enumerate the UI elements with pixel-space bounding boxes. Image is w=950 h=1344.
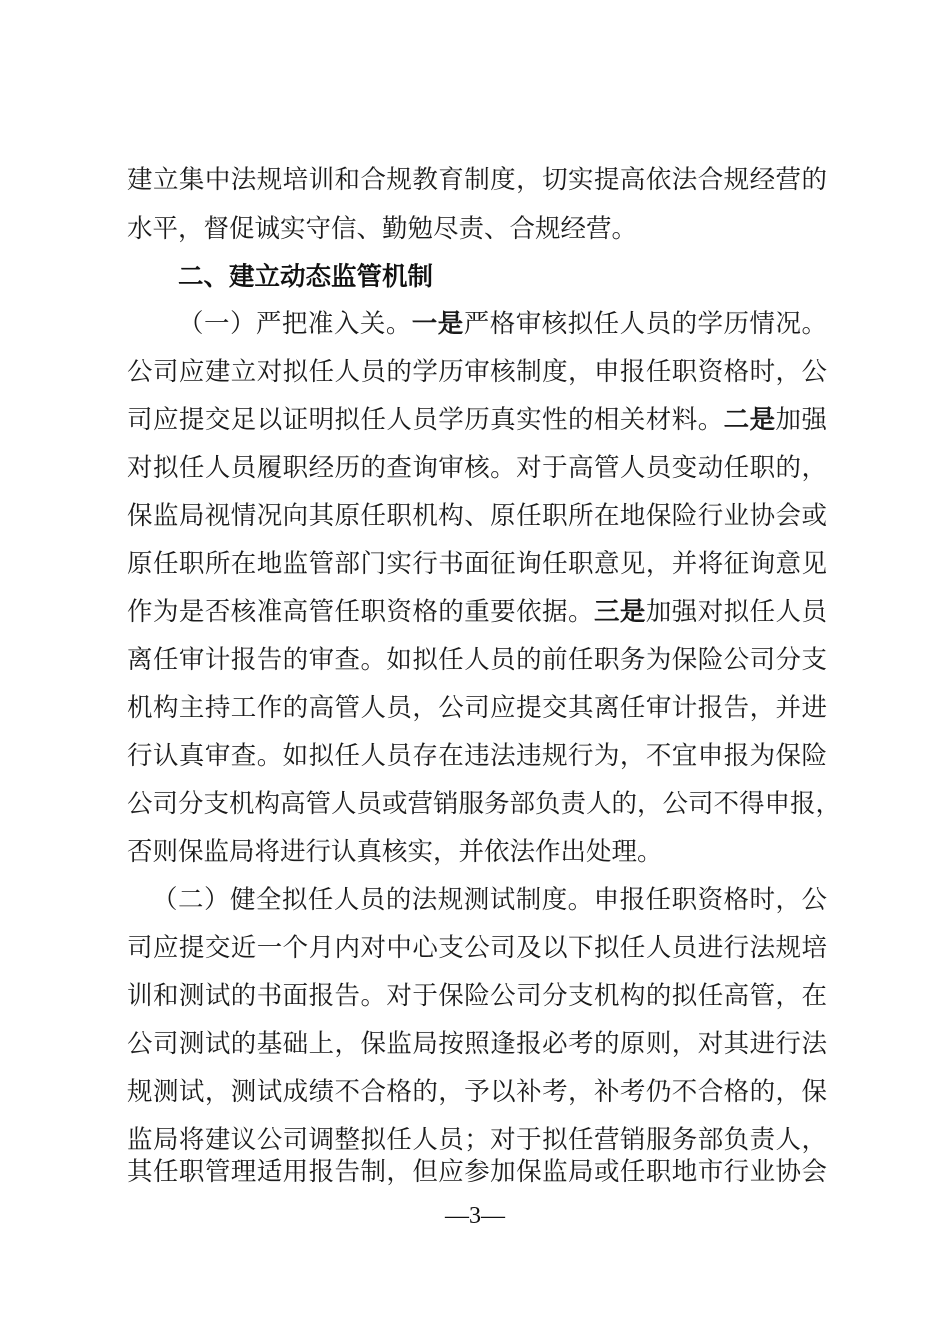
paragraph-line: 监局将建议公司调整拟任人员；对于拟任营销服务部负责人， [127, 1125, 827, 1155]
text-run: 司应提交足以证明拟任人员学历真实性的相关材料。 [127, 405, 724, 435]
paragraph-line: 否则保监局将进行认真核实，并依法作出处理。 [127, 837, 663, 867]
paragraph-line: 行认真审查。如拟任人员存在违法违规行为，不宜申报为保险 [127, 741, 827, 771]
paragraph-line: 司应提交近一个月内对中心支公司及以下拟任人员进行法规培 [127, 933, 827, 963]
paragraph-line: 水平，督促诚实守信、勤勉尽责、合规经营。 [127, 214, 638, 244]
paragraph-line [178, 307, 827, 341]
text-run: （一）严把准入关。 [178, 309, 412, 339]
bold-keyword: 一是 [411, 309, 464, 339]
section-heading: 二、建立动态监管机制 [178, 262, 434, 292]
bold-keyword: 二是 [723, 405, 776, 435]
paragraph-line: 其任职管理适用报告制，但应参加保监局或任职地市行业协会 [127, 1157, 827, 1187]
paragraph-line [127, 595, 827, 629]
page-number: —3— [445, 1203, 505, 1229]
paragraph-line: 公司应建立对拟任人员的学历审核制度，申报任职资格时，公 [127, 357, 827, 387]
paragraph-line: （二）健全拟任人员的法规测试制度。申报任职资格时，公 [152, 885, 827, 915]
paragraph-line: 公司测试的基础上，保监局按照逢报必考的原则，对其进行法 [127, 1029, 827, 1059]
paragraph-line [127, 403, 827, 437]
paragraph-line: 建立集中法规培训和合规教育制度，切实提高依法合规经营的 [127, 165, 827, 195]
bold-keyword: 三是 [593, 597, 646, 627]
paragraph-line: 原任职所在地监管部门实行书面征询任职意见，并将征询意见 [127, 549, 827, 579]
paragraph-line: 对拟任人员履职经历的查询审核。对于高管人员变动任职的， [127, 453, 827, 483]
paragraph-line: 保监局视情况向其原任职机构、原任职所在地保险行业协会或 [127, 501, 827, 531]
text-run: 作为是否核准高管任职资格的重要依据。 [127, 597, 594, 627]
text-run: 加强 [775, 405, 827, 435]
paragraph-line: 离任审计报告的审查。如拟任人员的前任职务为保险公司分支 [127, 645, 827, 675]
paragraph-line: 规测试，测试成绩不合格的，予以补考，补考仍不合格的，保 [127, 1077, 827, 1107]
paragraph-line: 训和测试的书面报告。对于保险公司分支机构的拟任高管，在 [127, 981, 827, 1011]
text-run: 加强对拟任人员 [645, 597, 827, 627]
paragraph-line: 机构主持工作的高管人员，公司应提交其离任审计报告，并进 [127, 693, 827, 723]
text-run: 严格审核拟任人员的学历情况。 [463, 309, 827, 339]
paragraph-line: 公司分支机构高管人员或营销服务部负责人的，公司不得申报， [127, 789, 842, 819]
